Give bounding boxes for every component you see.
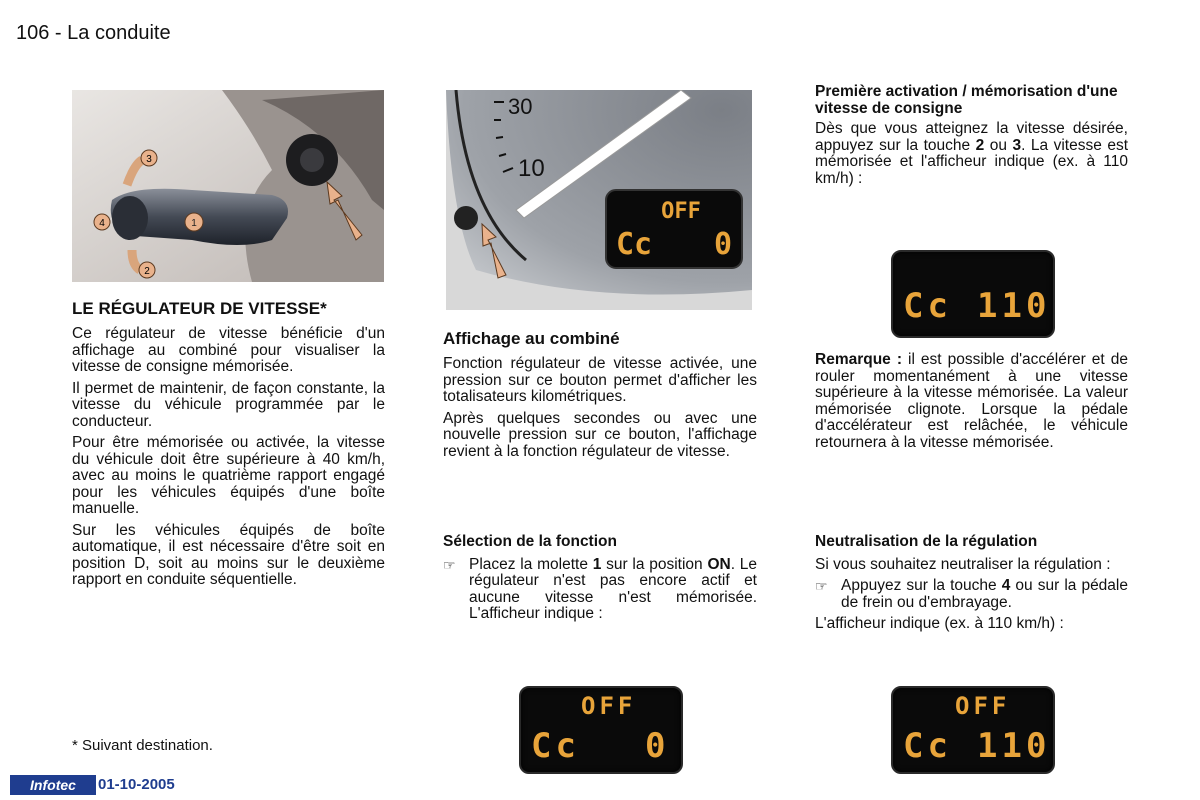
lcd-value: 110 (977, 726, 1051, 766)
left-column (72, 300, 385, 594)
section-heading-regulateur: LE RÉGULATEUR DE VITESSE* (72, 299, 327, 318)
section-heading-activation: Première activation / mémorisation d'une vitesse de consigne (815, 83, 1118, 117)
callout-1: 1 (191, 218, 197, 229)
lcd-value: 0 (645, 726, 670, 766)
instrument-cluster-illustration (446, 90, 752, 310)
list-item: ☞ Placez la molette 1 sur la position ON. Le régulateur n'est pas encore actif et aucune vitesse n'est mémorisée. L'afficheur indique : (443, 555, 757, 622)
paragraph: Ce régulateur de vitesse bénéficie d'un affichage au combiné pour visualiser la vitesse de consigne mémorisée. (72, 325, 385, 375)
paragraph: Pour être mémorisée ou activée, la vitesse du véhicule doit être supérieure à 40 km/h, avec au moins le quatrième rapport engagé pour les véhicules équipés d'une boîte manuelle. (72, 434, 385, 517)
gauge-label-10: 10 (518, 155, 545, 182)
footnote: * Suivant destination. (72, 737, 213, 754)
callout-4: 4 (99, 218, 105, 229)
paragraph: Sur les véhicules équipés de boîte automatique, il est nécessaire d'être soit en position D, soit au moins sur le deuxième rapport en conduite séquentielle. (72, 521, 385, 588)
remark-paragraph: Remarque : il est possible d'accélérer et de rouler momentanément à une vitesse supérieure à la vitesse mémorisée. La valeur mémorisée clignote. Lorsque la pédale d'accélérateur est relâchée, le véhicule retournera à la vitesse mémorisée. (815, 351, 1128, 451)
lcd-display-110 (891, 250, 1055, 338)
lcd-value: 110 (977, 286, 1051, 326)
selection-section (443, 534, 757, 623)
right-column (815, 84, 1128, 192)
callout-2: 2 (144, 266, 150, 277)
section-heading-affichage: Affichage au combiné (443, 329, 620, 348)
pointing-hand-icon: ☞ (443, 556, 456, 573)
infotec-logo: Infotec (10, 775, 96, 795)
gauge-lcd-cc: Cc (616, 227, 653, 262)
section-heading-selection: Sélection de la fonction (443, 533, 617, 550)
callout-3: 3 (146, 154, 152, 165)
section-heading-neutralisation: Neutralisation de la régulation (815, 533, 1038, 550)
pointing-hand-icon: ☞ (815, 578, 828, 594)
lcd-cc: Cc (531, 726, 580, 766)
page-title: 106 - La conduite (16, 22, 171, 44)
middle-column (443, 330, 757, 465)
lcd-display-off-0 (519, 686, 683, 774)
paragraph: Dès que vous atteignez la vitesse désirée, appuyez sur la touche 2 ou 3. La vitesse est mémorisée et l'afficheur indique (ex. à 110 km/h) : (815, 120, 1129, 187)
neutralisation-section (815, 534, 1128, 638)
lcd-cc: Cc (903, 286, 952, 326)
cruise-control-stalk-illustration (72, 90, 384, 282)
gauge-lcd-line1: OFF (661, 199, 701, 224)
button-icon (454, 206, 478, 230)
paragraph: L'afficheur indique (ex. à 110 km/h) : (815, 615, 1064, 632)
paragraph: Fonction régulateur de vitesse activée, une pression sur ce bouton permet d'afficher les totalisateurs kilométriques. (443, 355, 757, 405)
gauge-label-30: 30 (508, 94, 533, 119)
list-item: ☞ Appuyez sur la touche 4 ou sur la pédale de frein ou d'embrayage. (815, 577, 1128, 611)
lcd-line1: OFF (955, 692, 1011, 720)
lcd-cc: Cc (903, 726, 952, 766)
lcd-display-off-110 (891, 686, 1055, 774)
gauge-lcd-value: 0 (714, 227, 733, 262)
paragraph: Si vous souhaitez neutraliser la régulation : (815, 555, 1111, 573)
footer-date: 01-10-2005 (98, 776, 175, 793)
paragraph: Il permet de maintenir, de façon constante, la vitesse du véhicule programmée par le conducteur. (72, 379, 385, 430)
lcd-line1: OFF (581, 692, 637, 720)
paragraph: Après quelques secondes ou avec une nouvelle pression sur ce bouton, l'affichage revient à la fonction régulateur de vitesse. (443, 409, 757, 460)
remark-section (815, 352, 1128, 456)
